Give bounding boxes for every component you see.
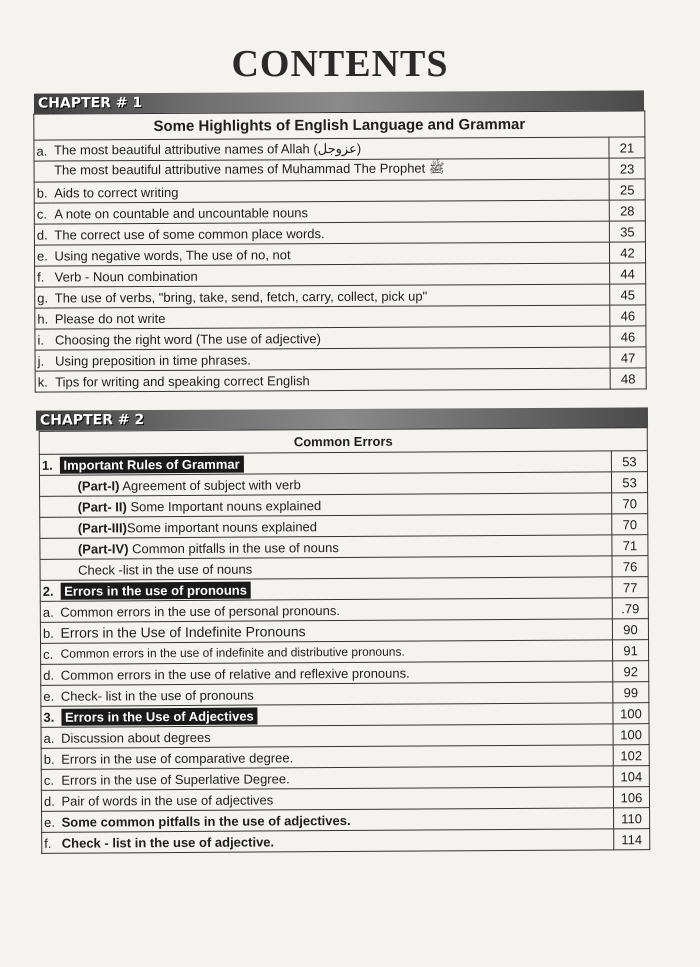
section-title[interactable]: Important Rules of Grammar [59,455,243,473]
entry-title[interactable]: Common errors in the use of relative and reflexive pronouns. [57,661,613,685]
entry-page: 77 [612,577,648,598]
entry-letter: e. [42,811,58,832]
entry-letter: e. [41,685,57,706]
entry-title[interactable]: Some Important nouns explained [130,497,322,514]
section-title[interactable]: Errors in the Use of Adjectives [61,707,258,725]
entry-letter: a. [40,601,56,622]
chapter-2-toc [39,427,651,854]
entry-letter: d. [34,224,50,245]
entry-letter: g. [35,287,51,308]
part-label: (Part-I) [77,477,120,494]
entry-letter: k. [35,371,51,392]
entry-title[interactable]: Check- list in the use of pronouns [57,682,613,706]
page-title: CONTENTS [231,43,449,85]
entry-page: 106 [613,787,649,808]
entry-page: 46 [610,305,646,326]
entry-letter: h. [35,308,51,329]
toc-row[interactable] [42,829,650,854]
entry-title[interactable]: Using preposition in time phrases. [51,347,610,371]
entry-title[interactable]: Please do not write [51,305,610,329]
section-number: 3. [41,706,57,727]
entry-page: 42 [609,242,645,263]
entry-title[interactable]: Verb - Noun combination [51,263,610,287]
entry-page: 102 [613,745,649,766]
entry-page: 76 [612,556,648,577]
entry-letter: a. [34,140,50,161]
part-label: (Part- II) [77,498,127,515]
entry-letter: c. [34,203,50,224]
entry-letter [34,161,50,182]
entry-letter: c. [41,769,57,790]
section-title[interactable]: Errors in the use of pronouns [60,581,251,599]
entry-letter: d. [41,664,57,685]
entry-page: 70 [612,514,648,535]
entry-page: 53 [611,451,647,472]
entry-letter: j. [35,350,51,371]
entry-title[interactable]: The correct use of some common place words. [50,221,609,245]
entry-title[interactable]: Pair of words in the use of adjectives [57,787,613,811]
entry-letter: a. [41,727,57,748]
entry-title[interactable]: Some important nouns explained [126,518,318,535]
entry-page: 25 [609,179,645,200]
entry-title[interactable]: Common errors in the use of indefinite and distributive pronouns. [57,640,613,664]
entry-letter: e. [34,245,50,266]
entry-title[interactable]: Common errors in the use of personal pronouns. [56,598,612,622]
entry-page: 100 [613,703,649,724]
entry-title[interactable]: Choosing the right word (The use of adjective) [51,326,610,350]
entry-page: 92 [613,661,649,682]
entry-title[interactable]: Using negative words, The use of no, not [50,242,609,266]
entry-title[interactable]: Aids to correct writing [50,179,609,203]
entry-page: 90 [612,619,648,640]
entry-page: 46 [610,326,646,347]
entry-letter: f. [42,832,58,853]
entry-letter: d. [41,790,57,811]
part-label: (Part-III) [77,519,127,536]
entry-title[interactable]: Agreement of subject with verb [122,476,301,493]
chapter-1-heading: Some Highlights of English Language and Grammar [34,111,645,140]
entry-page: 48 [610,368,646,389]
entry-page: 91 [613,640,649,661]
entry-letter: c. [41,643,57,664]
entry-page: 110 [614,808,650,829]
entry-title[interactable]: The most beautiful attributive names of Allah (عزوجل) [50,137,609,161]
entry-title[interactable]: Check -list in the use of nouns [56,556,612,580]
chapter-1-banner: CHAPTER # 1 [34,90,644,113]
entry-page: 100 [613,724,649,745]
chapter-1-toc [33,110,646,392]
entry-page: 70 [612,493,648,514]
entry-title[interactable]: Errors in the use of comparative degree. [57,745,613,769]
entry-title[interactable]: Tips for writing and speaking correct English [51,368,610,392]
entry-title[interactable]: Check - list in the use of adjective. [58,829,614,853]
entry-page: 47 [610,347,646,368]
entry-page: 23 [609,158,645,179]
entry-title[interactable]: The most beautiful attributive names of Muhammad The Prophet ﷺ [50,158,609,182]
entry-page: 45 [610,284,646,305]
chapter-2-banner: CHAPTER # 2 [36,407,648,430]
entry-title[interactable]: Common pitfalls in the use of nouns [132,539,339,556]
entry-title[interactable]: Some common pitfalls in the use of adjectives. [58,808,614,832]
entry-letter: b. [40,622,56,643]
entry-page: 28 [609,200,645,221]
section-number: 2. [40,580,56,601]
entry-page: 114 [614,829,650,850]
entry-title[interactable]: The use of verbs, "bring, take, send, fetch, carry, collect, pick up" [51,284,610,308]
entry-page: .79 [612,598,648,619]
entry-letter: f. [35,266,51,287]
entry-title[interactable]: Discussion about degrees [57,724,613,748]
entry-page: 104 [613,766,649,787]
entry-page: 35 [609,221,645,242]
section-number: 1. [39,454,55,475]
entry-letter: b. [34,182,50,203]
chapter-2-heading: Common Errors [39,428,647,455]
entry-page: 44 [610,263,646,284]
entry-page: 53 [611,472,647,493]
toc-row[interactable] [35,368,646,392]
entry-letter: b. [41,748,57,769]
entry-page: 21 [609,137,645,158]
entry-title[interactable]: Errors in the use of Superlative Degree. [57,766,613,790]
part-label: (Part-IV) [77,540,129,557]
entry-letter: i. [35,329,51,350]
entry-page: 99 [613,682,649,703]
entry-page: 71 [612,535,648,556]
entry-title[interactable]: A note on countable and uncountable nouns [50,200,609,224]
entry-title[interactable]: Errors in the Use of Indefinite Pronouns [56,619,612,643]
